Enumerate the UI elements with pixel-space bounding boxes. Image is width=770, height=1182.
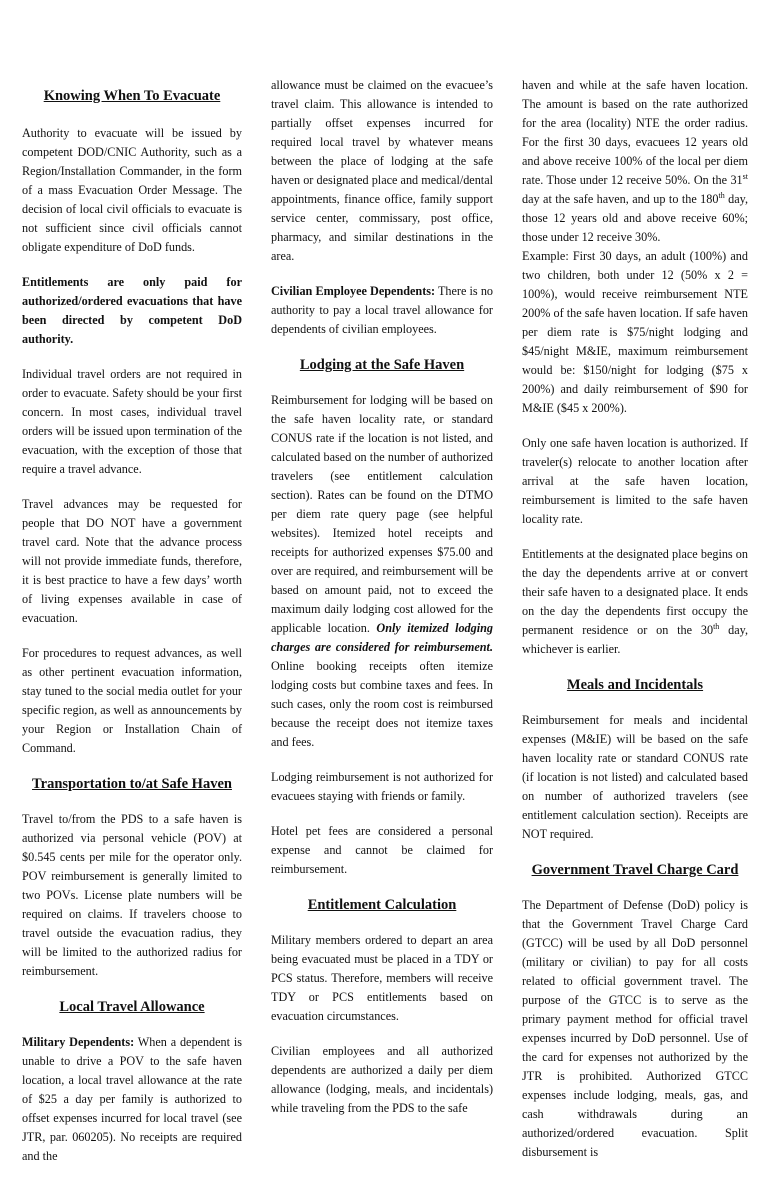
per-diem-text-b: day at the safe haven, and up to the 180 bbox=[522, 192, 719, 206]
paragraph-designated-place bbox=[522, 545, 748, 659]
paragraph-advance-procedures: For procedures to request advances, as well as other pertinent evacuation information, stay tuned to the social media outlet for your specific region, as well as announcements by your Region or Installation Chain of Command. bbox=[22, 646, 242, 755]
paragraph-entitlements-authorized: Entitlements are only paid for authorized/ordered evacuations that have been directed by competent DoD authority. bbox=[22, 275, 242, 346]
per-diem-text-a: haven and while at the safe haven location. The amount is based on the rate authorized for the area (locality) NTE the order radius. For the first 30 days, evacuees 12 years old and above receive 100% of the local per diem rate. Those under 12 receive 50%. On the 31 bbox=[522, 78, 748, 187]
military-dependents-lead: Military Dependents: bbox=[22, 1035, 135, 1049]
heading-lodging-safe-haven: Lodging at the Safe Haven bbox=[299, 357, 465, 373]
column-2 bbox=[271, 76, 493, 1134]
paragraph-per-diem-rates bbox=[522, 76, 748, 418]
paragraph-mie-reimbursement: Reimbursement for meals and incidental expenses (M&IE) will be based on the safe haven locality rate or standard CONUS rate (if location is not listed) and calculated based on number of authorized travelers (see entitlement calculation section). Receipts are NOT required. bbox=[522, 713, 748, 841]
heading-meals-incidentals: Meals and Incidentals bbox=[566, 677, 704, 693]
paragraph-lodging-reimbursement bbox=[271, 391, 493, 752]
paragraph-gtcc-policy: The Department of Defense (DoD) policy is that the Government Travel Charge Card (GTCC) will be used by all DoD personnel (military or civilian) to pay for all costs related to official government travel. The purpose of the GTCC is to serve as the primary payment method for official travel expenses incurred by DoD personnel. Use of the card for expenses not authorized by the JTR is prohibited. Authorized GTCC expenses include lodging, meals, gas, and cash withdrawals during an authorized/ordered evacuation. Split disbursement is bbox=[522, 898, 748, 1159]
ordinal-th-2: th bbox=[713, 621, 720, 631]
lodging-text-a: Reimbursement for lodging will be based on the safe haven locality rate, or standard CONUS rate if the location is not listed, and calculated based on the number of authorized travelers (see entitlement calculation section). Rates can be found on the DTMO per diem rate query page (see helpful websites). Itemized hotel receipts and receipts for authorized expenses $75.00 and over are required, and reimbursement will be based on amount paid, not to exceed the maximum daily lodging cost allowed for the applicable location. bbox=[271, 393, 493, 635]
paragraph-civilian-dependents bbox=[271, 282, 493, 339]
paragraph-evacuation-authority: Authority to evacuate will be issued by competent DOD/CNIC Authority, such as a Region/Installation Commander, in the form of a mass Evacuation Order Message. The decision of local civil officials to evacuate is not sufficient since civil officials cannot obligate expenditure of DoD funds. bbox=[22, 126, 242, 254]
paragraph-civilian-per-diem: Civilian employees and all authorized dependents are authorized a daily per diem allowance (lodging, meals, and incidentals) while traveling from the PDS to the safe bbox=[271, 1044, 493, 1115]
heading-knowing-when-to-evacuate: Knowing When To Evacuate bbox=[43, 88, 221, 104]
paragraph-military-dependents bbox=[22, 1033, 242, 1166]
paragraph-allowance-claim: allowance must be claimed on the evacuee’s travel claim. This allowance is intended to partially offset expenses incurred for required local travel by whatever means between the place of lodging at the safe haven or designated place and medical/dental appointments, finance office, family support service center, commissary, post office, pharmacy, and similar destinations in the area. bbox=[271, 78, 493, 263]
paragraph-pet-fees: Hotel pet fees are considered a personal expense and cannot be claimed for reimbursement. bbox=[271, 824, 493, 876]
ordinal-th: th bbox=[718, 190, 725, 200]
ordinal-st: st bbox=[742, 171, 748, 181]
per-diem-example: Example: First 30 days, an adult (100%) and two children, both under 12 (50% x 2 = 100%), would receive reimbursement NTE 200% of the safe haven location. If safe haven per diem rate is $75/night lodging and $45/night M&IE, maximum reimbursement would be: $150/night for lodging ($75 x 200%) and daily reimbursement of $90 for M&IE ($45 x 200%). bbox=[522, 249, 748, 415]
military-dependents-text: When a dependent is unable to drive a POV to the safe haven location, a local travel allowance at the rate of $25 a day per family is authorized to offset expenses incurred for local travel (see JTR, par. 060205). No receipts are required and the bbox=[22, 1035, 242, 1163]
paragraph-one-safe-haven: Only one safe haven location is authorized. If traveler(s) relocate to another location after arrival at the safe haven location, reimbursement is limited to the safe haven locality rate. bbox=[522, 436, 748, 526]
column-3 bbox=[522, 76, 748, 1178]
heading-gtcc: Government Travel Charge Card bbox=[531, 862, 739, 878]
paragraph-travel-orders: Individual travel orders are not required in order to evacuate. Safety should be your first concern. In most cases, individual travel orders will be issued upon termination of the evacuation, with the exception of those that require a travel advance. bbox=[22, 367, 242, 476]
paragraph-travel-advances: Travel advances may be requested for people that DO NOT have a government travel card. Note that the advance process will not provide immediate funds, therefore, it is best practice to have a few days’ worth of living expenses available in case of evacuation. bbox=[22, 497, 242, 625]
lodging-text-b: Online booking receipts often itemize lodging costs but combine taxes and fees. In such cases, only the room cost is reimbursed because the receipt does not itemize taxes and fees. bbox=[271, 659, 493, 749]
heading-transportation: Transportation to/at Safe Haven bbox=[32, 776, 232, 792]
designated-text-b: day, whichever is earlier. bbox=[522, 623, 748, 656]
paragraph-pov-travel: Travel to/from the PDS to a safe haven is authorized via personal vehicle (POV) at $0.545 cents per mile for the operator only. POV reimbursement is generally limited to two POVs. License plate numbers will be required on claims. If travelers choose to travel outside the evacuation radius, they will be limited to the authorized radius for reimbursement. bbox=[22, 812, 242, 978]
lodging-emphasis: Only itemized lodging charges are considered for reimbursement. bbox=[271, 621, 493, 654]
civilian-dependents-text: There is no authority to pay a local travel allowance for dependents of civilian employees. bbox=[271, 284, 494, 336]
paragraph-military-members: Military members ordered to depart an area being evacuated must be placed in a TDY or PCS status. Therefore, members will receive TDY or PCS entitlements based on evacuation circumstances. bbox=[271, 933, 493, 1023]
per-diem-text-c: day, those 12 years old and above receive 60%; those under 12 receive 30%. bbox=[522, 192, 748, 244]
column-1 bbox=[22, 76, 242, 1182]
designated-text-a: Entitlements at the designated place begins on the day the dependents arrive at or convert their safe haven to a designated place. It ends on the day the dependents first occupy the permanent residence or on the 30 bbox=[522, 547, 748, 637]
heading-entitlement-calculation: Entitlement Calculation bbox=[307, 897, 457, 913]
civilian-dependents-lead: Civilian Employee Dependents: bbox=[271, 284, 436, 298]
paragraph-friends-family: Lodging reimbursement is not authorized for evacuees staying with friends or family. bbox=[271, 770, 493, 803]
heading-local-travel-allowance: Local Travel Allowance bbox=[59, 999, 205, 1015]
